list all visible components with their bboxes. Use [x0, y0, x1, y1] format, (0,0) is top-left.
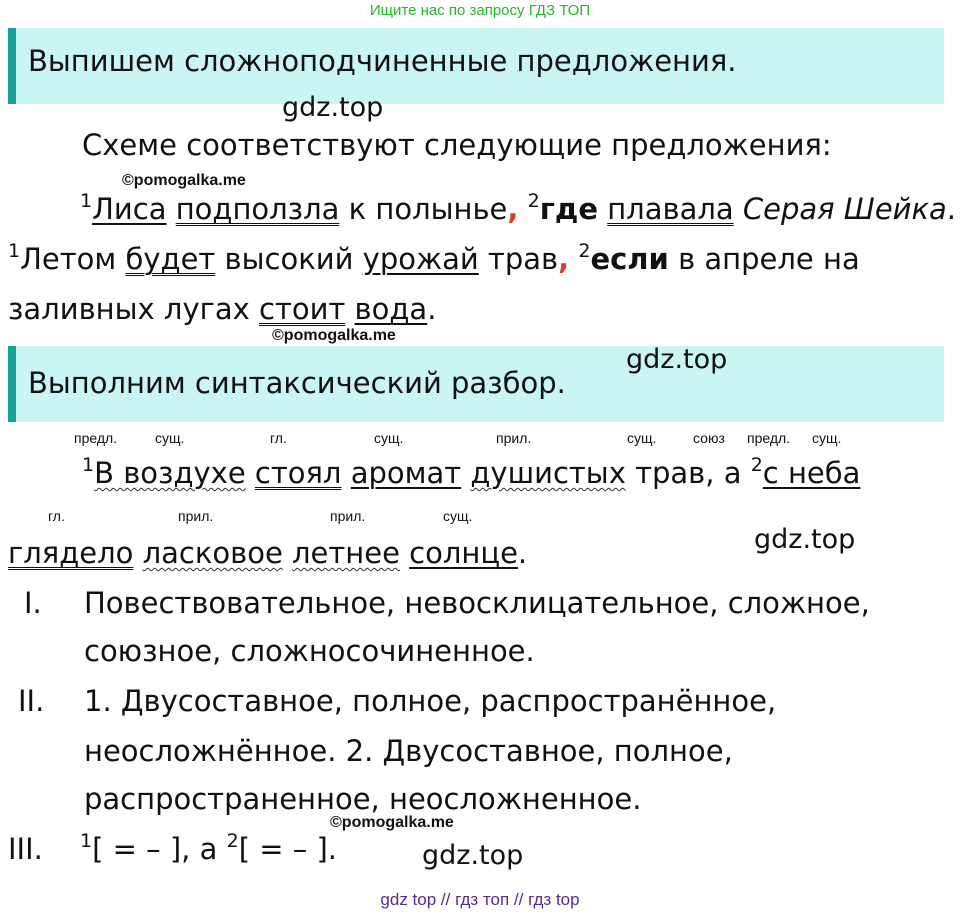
pos-label: союз — [693, 430, 725, 446]
footer-links: gdz top // гдз топ // гдз top — [380, 890, 580, 909]
pos-label: сущ. — [374, 430, 404, 446]
section-header-2 — [8, 346, 944, 422]
watermark-pomogalka: ©pomogalka.me — [122, 172, 246, 189]
pos-label: прил. — [330, 508, 366, 524]
top-banner: Ищите нас по запросу ГДЗ ТОП — [369, 2, 591, 19]
pos-label: сущ. — [627, 430, 657, 446]
section-title-2: Выполним синтаксический разбор. — [28, 366, 566, 400]
sentence-scheme: $^1$[ = – ], а $^2$[ = – ]. — [80, 830, 338, 866]
pos-label: гл. — [48, 508, 65, 524]
analysis-line-2: глядело ласковое летнее солнце. — [8, 536, 528, 570]
watermark-gdz-3: gdz.top — [754, 524, 856, 555]
analysis-line-1: $^1$В воздухе стоял аромат душистых трав, а $^2$с неба — [82, 454, 861, 490]
pos-label: сущ. — [155, 430, 185, 446]
pos-label: сущ. — [812, 430, 842, 446]
item-number-3: III. — [8, 832, 43, 866]
item-number-2: II. — [18, 684, 45, 718]
watermark-gdz-4: gdz.top — [422, 840, 524, 871]
sentence-2-line-2: заливных лугах стоит вода. — [8, 292, 437, 326]
section-accent-bar — [8, 346, 16, 422]
item-1-line-2: союзное, сложносочиненное. — [84, 634, 535, 668]
sentence-1: $^1$Лиса подползла к полынье, $^2$где плавала Серая Шейка. — [80, 190, 957, 226]
watermark-pomogalka-2: ©pomogalka.me — [272, 327, 396, 344]
pos-label: гл. — [270, 430, 287, 446]
sentence-2-line-1: $^1$Летом будет высокий урожай трав, $^2$если в апреле на — [8, 240, 860, 276]
section-accent-bar — [8, 28, 16, 104]
item-2-line-2: неосложнённое. 2. Двусоставное, полное, — [84, 734, 733, 768]
pos-label: прил. — [496, 430, 532, 446]
watermark-pomogalka-3: ©pomogalka.me — [330, 814, 454, 831]
item-number-1: I. — [24, 586, 42, 620]
pos-label: сущ. — [443, 508, 473, 524]
section-title-1: Выпишем сложноподчиненные предложения. — [28, 44, 737, 78]
pos-label: предл. — [747, 430, 791, 446]
watermark-gdz: gdz.top — [282, 92, 384, 123]
item-2-line-3: распространенное, неосложненное. — [84, 782, 642, 816]
item-1-line-1: Повествовательное, невосклицательное, сложное, — [84, 586, 870, 620]
item-2-line-1: 1. Двусоставное, полное, распространённое, — [84, 684, 777, 718]
pos-label: прил. — [178, 508, 214, 524]
pos-label: предл. — [74, 430, 118, 446]
intro-text: Схеме соответствуют следующие предложения: — [82, 128, 832, 162]
watermark-gdz-2: gdz.top — [626, 344, 728, 375]
section-header-1 — [8, 28, 944, 104]
